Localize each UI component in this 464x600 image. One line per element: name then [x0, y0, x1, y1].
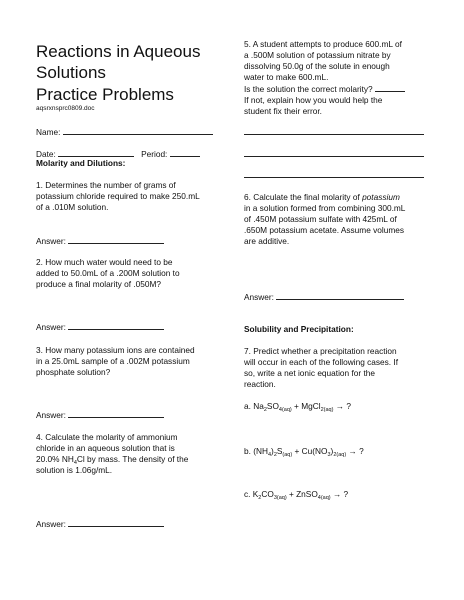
answer-row-6 [244, 291, 404, 303]
date-label: Date: [36, 149, 56, 159]
question-5: 5. A student attempts to produce 600.mL of a .500M solution of potassium nitrate by dissolving 50.0g of the solute in enough water to make 600.mL. Is the solution the correct molarity? If not, explain how you would help the student fix their error. [244, 39, 405, 117]
answer-field-6[interactable] [276, 291, 404, 300]
question-7: 7. Predict whether a precipitation reaction will occur in each of the following cases. If so, write a net ionic equation for the reaction. [244, 346, 399, 389]
answer-line-5a[interactable] [244, 134, 424, 135]
question-4: 4. Calculate the molarity of ammonium chloride in an aqueous solution that is 20.0% $NH_4Cl$ by mass. The density of the solution is 1.06g/mL. [36, 432, 189, 475]
page-title-line1: Reactions in Aqueous [36, 42, 201, 61]
answer-field-4[interactable] [68, 518, 164, 527]
name-row [36, 126, 213, 138]
section-heading-solubility: Solubility and Precipitation: [244, 324, 354, 334]
answer-label: Answer: [36, 236, 66, 246]
period-field[interactable] [170, 148, 200, 157]
name-field[interactable] [63, 126, 213, 135]
answer-row-1 [36, 235, 164, 247]
question-1: 1. Determines the number of grams of potassium chloride required to make 250.mL of a .010M solution. [36, 180, 200, 212]
file-name: aqsrxnsprc0809.doc [36, 105, 95, 112]
page-title-line3: Practice Problems [36, 85, 174, 104]
question-6: 6. Calculate the final molarity of potassium in a solution formed from combining 300.mL of .450M potassium sulfate with 425mL of .650M potassium acetate. Assume volumes are additive. [244, 192, 406, 246]
answer-row-3 [36, 409, 164, 421]
answer-label: Answer: [244, 292, 274, 302]
q5-correct-field[interactable] [375, 83, 405, 92]
answer-line-5c[interactable] [244, 177, 424, 178]
question-2: 2. How much water would need to be added to 50.0mL of a .200M solution to produce a final molarity of .050M? [36, 257, 180, 289]
answer-field-1[interactable] [68, 235, 164, 244]
answer-field-2[interactable] [68, 321, 164, 330]
answer-label: Answer: [36, 410, 66, 420]
question-7c: c. $K_2CO_{3(aq)}$ + ZnSO$_{4(aq)}$ → ? [244, 489, 349, 501]
answer-label: Answer: [36, 519, 66, 529]
question-7b: b. $(NH_4)_2S_{(aq)} + Cu(NO_3)_{2(aq)}$ → ? [244, 446, 364, 458]
period-label: Period: [141, 149, 168, 159]
section-heading-molarity: Molarity and Dilutions: [36, 158, 126, 168]
answer-field-3[interactable] [68, 409, 164, 418]
answer-label: Answer: [36, 322, 66, 332]
answer-row-4 [36, 518, 164, 530]
answer-row-2 [36, 321, 164, 333]
question-7a: a. $Na_2SO_{4(aq)}$ + MgCl$_{2(aq)}$ → ? [244, 401, 351, 413]
date-field[interactable] [58, 148, 134, 157]
question-3: 3. How many potassium ions are contained in a 25.0mL sample of a .002M potassium phosphate solution? [36, 345, 195, 377]
name-label: Name: [36, 127, 61, 137]
page-title-line2: Solutions [36, 63, 106, 82]
answer-line-5b[interactable] [244, 156, 424, 157]
